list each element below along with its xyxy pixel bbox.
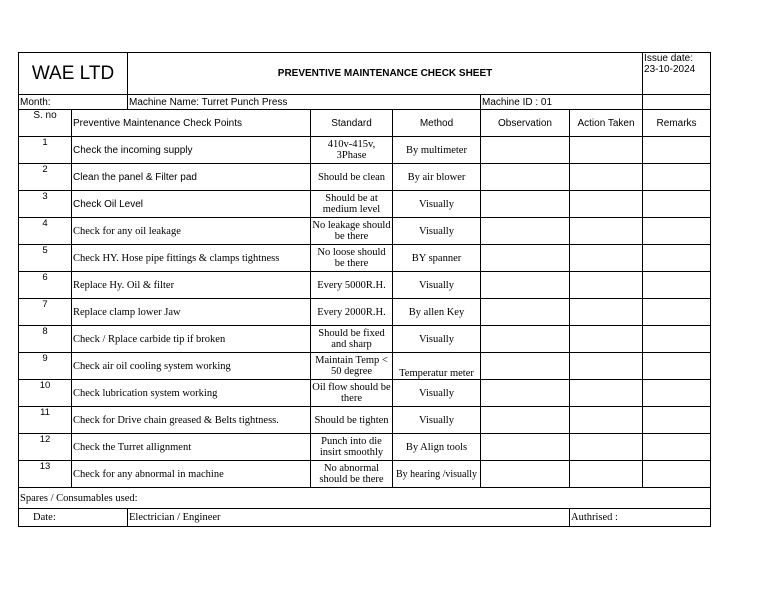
check-point: Check HY. Hose pipe fittings & clamps tightness: [72, 245, 311, 272]
action-taken-cell[interactable]: [570, 164, 643, 191]
standard-cell: Should be fixed and sharp: [311, 326, 393, 353]
observation-cell[interactable]: [481, 326, 570, 353]
remarks-cell[interactable]: [643, 272, 711, 299]
col-header-standard: Standard: [311, 110, 393, 137]
check-point: Replace Hy. Oil & filter: [72, 272, 311, 299]
method-cell: BY spanner: [393, 245, 481, 272]
table-row: [19, 272, 711, 299]
remarks-cell[interactable]: [643, 191, 711, 218]
method-cell: Visually: [393, 326, 481, 353]
row-sno: 6: [19, 272, 72, 299]
action-taken-cell[interactable]: [570, 218, 643, 245]
method-cell: By air blower: [393, 164, 481, 191]
remarks-cell[interactable]: [643, 326, 711, 353]
date-field[interactable]: Date:: [19, 509, 128, 527]
observation-cell[interactable]: [481, 380, 570, 407]
remarks-cell[interactable]: [643, 407, 711, 434]
info-blank-cell: [643, 95, 711, 110]
remarks-cell[interactable]: [643, 218, 711, 245]
col-header-method: Method: [393, 110, 481, 137]
table-row: [19, 461, 711, 488]
row-sno: 11: [19, 407, 72, 434]
table-row: [19, 326, 711, 353]
remarks-cell[interactable]: [643, 434, 711, 461]
table-row: [19, 353, 711, 380]
check-point: Check / Rplace carbide tip if broken: [72, 326, 311, 353]
row-sno: 13: [19, 461, 72, 488]
method-cell: By multimeter: [393, 137, 481, 164]
col-header-observation: Observation: [481, 110, 570, 137]
check-point: Check lubrication system working: [72, 380, 311, 407]
observation-cell[interactable]: [481, 218, 570, 245]
method-cell: Visually: [393, 218, 481, 245]
action-taken-cell[interactable]: [570, 461, 643, 488]
col-header-action: Action Taken: [570, 110, 643, 137]
observation-cell[interactable]: [481, 299, 570, 326]
remarks-cell[interactable]: [643, 353, 711, 380]
row-sno: 9: [19, 353, 72, 380]
remarks-cell[interactable]: [643, 299, 711, 326]
table-row: [19, 191, 711, 218]
check-point: Check Oil Level: [72, 191, 311, 218]
check-point: Check air oil cooling system working: [72, 353, 311, 380]
issue-date-label: Issue date:: [644, 53, 693, 64]
observation-cell[interactable]: [481, 434, 570, 461]
row-sno: 1: [19, 137, 72, 164]
issue-date-cell: [643, 53, 711, 95]
standard-cell: Every 5000R.H.: [311, 272, 393, 299]
row-sno: 8: [19, 326, 72, 353]
action-taken-cell[interactable]: [570, 245, 643, 272]
method-cell: Visually: [393, 191, 481, 218]
remarks-cell[interactable]: [643, 164, 711, 191]
method-cell: Visually: [393, 380, 481, 407]
remarks-cell[interactable]: [643, 245, 711, 272]
maintenance-check-sheet: [18, 52, 711, 527]
table-row: [19, 299, 711, 326]
observation-cell[interactable]: [481, 137, 570, 164]
table-row: [19, 380, 711, 407]
observation-cell[interactable]: [481, 191, 570, 218]
remarks-cell[interactable]: [643, 380, 711, 407]
table-row: [19, 218, 711, 245]
authorised-field[interactable]: Authrised :: [570, 509, 711, 527]
standard-cell: 410v-415v, 3Phase: [311, 137, 393, 164]
check-point: Check the incoming supply: [72, 137, 311, 164]
method-cell: Temperatur meter: [393, 353, 481, 380]
table-row: [19, 137, 711, 164]
row-sno: 3: [19, 191, 72, 218]
standard-cell: No leakage should be there: [311, 218, 393, 245]
check-point: Check for any abnormal in machine: [72, 461, 311, 488]
row-sno: 12: [19, 434, 72, 461]
method-cell: Visually: [393, 272, 481, 299]
check-point: Replace clamp lower Jaw: [72, 299, 311, 326]
remarks-cell[interactable]: [643, 461, 711, 488]
table-row: [19, 245, 711, 272]
method-cell: By Align tools: [393, 434, 481, 461]
standard-cell: Oil flow should be there: [311, 380, 393, 407]
action-taken-cell[interactable]: [570, 434, 643, 461]
month-field: Month:: [19, 95, 128, 110]
action-taken-cell[interactable]: [570, 137, 643, 164]
action-taken-cell[interactable]: [570, 326, 643, 353]
electrician-engineer-field[interactable]: Electrician / Engineer: [128, 509, 570, 527]
row-sno: 7: [19, 299, 72, 326]
standard-cell: No loose should be there: [311, 245, 393, 272]
method-cell: By allen Key: [393, 299, 481, 326]
standard-cell: Should be at medium level: [311, 191, 393, 218]
standard-cell: Should be tighten: [311, 407, 393, 434]
table-row: [19, 407, 711, 434]
check-point: Clean the panel & Filter pad: [72, 164, 311, 191]
method-cell: By hearing /visually: [393, 461, 481, 488]
table-row: [19, 434, 711, 461]
spares-consumables-field[interactable]: Spares / Consumables used:: [19, 488, 711, 509]
observation-cell[interactable]: [481, 272, 570, 299]
row-sno: 4: [19, 218, 72, 245]
method-cell: Visually: [393, 407, 481, 434]
machine-id-field: Machine ID : 01: [481, 95, 643, 110]
action-taken-cell[interactable]: [570, 272, 643, 299]
standard-cell: Every 2000R.H.: [311, 299, 393, 326]
standard-cell: Maintain Temp < 50 degree: [311, 353, 393, 380]
machine-name-field: Machine Name: Turret Punch Press: [128, 95, 481, 110]
col-header-sno: S. no: [19, 110, 72, 137]
check-point: Check for Drive chain greased & Belts tightness.: [72, 407, 311, 434]
row-sno: 10: [19, 380, 72, 407]
observation-cell[interactable]: [481, 353, 570, 380]
col-header-remarks: Remarks: [643, 110, 711, 137]
check-point: Check for any oil leakage: [72, 218, 311, 245]
row-sno: 2: [19, 164, 72, 191]
company-name: WAE LTD: [19, 53, 128, 95]
action-taken-cell[interactable]: [570, 407, 643, 434]
action-taken-cell[interactable]: [570, 299, 643, 326]
observation-cell[interactable]: [481, 245, 570, 272]
standard-cell: Should be clean: [311, 164, 393, 191]
observation-cell[interactable]: [481, 164, 570, 191]
action-taken-cell[interactable]: [570, 353, 643, 380]
issue-date-value: 23-10-2024: [644, 64, 696, 75]
sheet-title: PREVENTIVE MAINTENANCE CHECK SHEET: [128, 53, 643, 95]
observation-cell[interactable]: [481, 407, 570, 434]
standard-cell: Punch into die insirt smoothly: [311, 434, 393, 461]
action-taken-cell[interactable]: [570, 380, 643, 407]
action-taken-cell[interactable]: [570, 191, 643, 218]
check-point: Check the Turret allignment: [72, 434, 311, 461]
table-row: [19, 164, 711, 191]
row-sno: 5: [19, 245, 72, 272]
standard-cell: No abnormal should be there: [311, 461, 393, 488]
observation-cell[interactable]: [481, 461, 570, 488]
col-header-points: Preventive Maintenance Check Points: [72, 110, 311, 137]
remarks-cell[interactable]: [643, 137, 711, 164]
